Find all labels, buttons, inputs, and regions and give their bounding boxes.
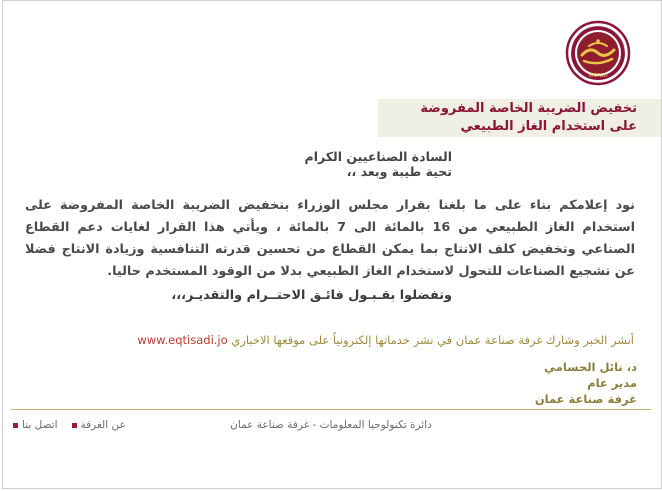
- bullet-icon: [72, 423, 77, 428]
- bullet-icon: [13, 423, 18, 428]
- footer-divider: [11, 409, 651, 410]
- signature-block: [535, 359, 637, 407]
- footer: [1, 414, 661, 440]
- closing-line: وتفضلوا بقـبـول فائـق الاحتــرام والتقديـر،،،: [171, 288, 452, 303]
- salutation-suffix: تحية طيبة وبعد ،،: [346, 164, 452, 179]
- share-note-text: أنشر الخبر وشارك غرفة صناعة عمان في نشر خدماتها إلكترونياً على موقعها الاخباري: [231, 333, 634, 347]
- footer-links: [13, 419, 126, 431]
- document-content: [25, 149, 637, 347]
- footer-link-contact-us[interactable]: [13, 419, 58, 431]
- body-paragraph: نود إعلامكم بناء على ما بلغنا بقرار مجلس الوزراء بتخفيض الضريبة الخاصة المفروضة على استخدام الغاز الطبيعي من 16 بالمائة الى 7 بالمائة ، ويأتي هذا القرار لغايات دعم القطاع الصناعي وتخفيض كلف الانتاج بما يمكن القطاع من تحسين قدرته التنافسية وزيادة الانتاج فضلا عن تشجيع الصناعات للتحول لاستخدام الغاز الطبيعي بدلا من الوقود المستخدم حاليا.: [25, 198, 636, 279]
- footer-link-contact-us-label: اتصل بنا: [22, 419, 58, 431]
- footer-credit: دائرة تكنولوجيا المعلومات - غرفة صناعة عمان: [230, 419, 432, 431]
- svg-text:WORLD: WORLD: [588, 73, 608, 79]
- page-title-line-1: تخفيض الضريبة الخاصة المفروضة: [420, 101, 637, 116]
- document-page: [2, 0, 662, 489]
- signature-organization: غرفة صناعة عمان: [534, 392, 637, 406]
- signature-title: مدير عام: [587, 376, 637, 390]
- salutation-block: [25, 149, 637, 179]
- page-title: [377, 100, 637, 136]
- title-band-arrow: [362, 99, 376, 137]
- footer-link-about-chamber[interactable]: [72, 419, 126, 431]
- logo-area: [3, 13, 661, 91]
- salutation-line: السادة الصناعيين الكرام: [304, 149, 452, 164]
- share-note: [25, 333, 637, 347]
- footer-link-about-chamber-label: عن الغرفة: [80, 419, 126, 431]
- eqtisadi-link[interactable]: www.eqtisadi.jo: [137, 333, 228, 347]
- page-title-line-2: على استخدام الغاز الطبيعي: [460, 119, 637, 134]
- title-band: [3, 99, 661, 137]
- signature-name: د، نائل الحسامي: [544, 360, 637, 374]
- amman-chamber-of-industry-logo-icon: [559, 19, 637, 87]
